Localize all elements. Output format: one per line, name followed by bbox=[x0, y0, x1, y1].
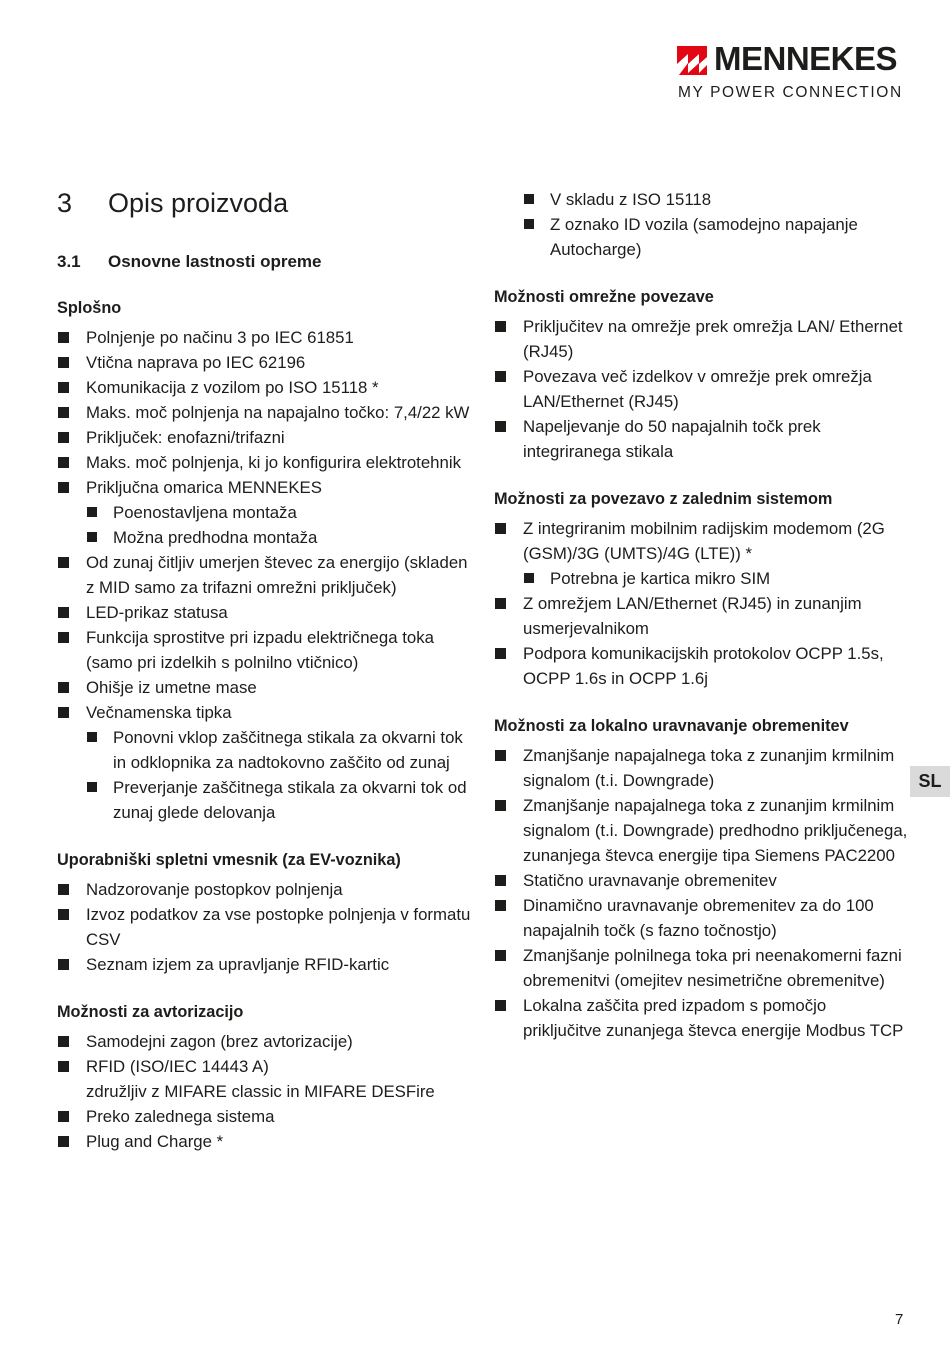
general-heading: Splošno bbox=[57, 299, 122, 317]
list-item bbox=[57, 1054, 472, 1104]
brand-tagline: MY POWER CONNECTION bbox=[678, 84, 903, 101]
web-interface-heading: Uporabniški spletni vmesnik (za EV-voznika) bbox=[57, 851, 401, 869]
list-item: Priključek: enofazni/trifazni bbox=[57, 425, 472, 450]
sub-list-item: Preverjanje zaščitnega stikala za okvarni tok od zunaj glede delovanja bbox=[86, 775, 472, 825]
list-item: Lokalna zaščita pred izpadom s pomočjo priključitve zunanjega števca energije Modbus TCP bbox=[494, 993, 909, 1043]
language-tab: SL bbox=[910, 766, 950, 797]
load-management-heading: Možnosti za lokalno uravnavanje obremenitev bbox=[494, 717, 849, 735]
list-item-text: Večnamenska tipka bbox=[86, 703, 232, 722]
plug-charge-sub-list bbox=[494, 187, 909, 262]
section-title: Osnovne lastnosti opreme bbox=[108, 252, 322, 271]
list-item bbox=[57, 700, 472, 825]
list-item: Samodejni zagon (brez avtorizacije) bbox=[57, 1029, 472, 1054]
page-number: 7 bbox=[895, 1311, 904, 1328]
list-item: Povezava več izdelkov v omrežje prek omrežja LAN/Ethernet (RJ45) bbox=[494, 364, 909, 414]
authorization-list bbox=[57, 1029, 472, 1154]
sub-list bbox=[86, 725, 472, 825]
list-item: Dinamično uravnavanje obremenitev za do 100 napajalnih točk (s fazno točnostjo) bbox=[494, 893, 909, 943]
list-item: Seznam izjem za upravljanje RFID-kartic bbox=[57, 952, 472, 977]
list-item: Maks. moč polnjenja, ki jo konfigurira elektrotehnik bbox=[57, 450, 472, 475]
list-item: Napeljevanje do 50 napajalnih točk prek integriranega stikala bbox=[494, 414, 909, 464]
list-item: Zmanjšanje polnilnega toka pri neenakomerni fazni obremenitvi (omejitev nesimetrične obremenitve) bbox=[494, 943, 909, 993]
list-item: Izvoz podatkov za vse postopke polnjenja v formatu CSV bbox=[57, 902, 472, 952]
list-item: LED-prikaz statusa bbox=[57, 600, 472, 625]
brand-name: MENNEKES bbox=[714, 40, 898, 77]
list-item-text: RFID (ISO/IEC 14443 A) bbox=[86, 1057, 269, 1076]
sub-list-item: V skladu z ISO 15118 bbox=[523, 187, 909, 212]
sub-list-item: Z oznako ID vozila (samodejno napajanje Autocharge) bbox=[523, 212, 909, 262]
list-item: Z omrežjem LAN/Ethernet (RJ45) in zunanjim usmerjevalnikom bbox=[494, 591, 909, 641]
load-management-list bbox=[494, 743, 909, 1043]
list-item: Komunikacija z vozilom po ISO 15118 * bbox=[57, 375, 472, 400]
right-column bbox=[494, 187, 909, 1043]
list-item bbox=[494, 516, 909, 591]
network-list bbox=[494, 314, 909, 464]
sub-list-item: Potrebna je kartica mikro SIM bbox=[523, 566, 909, 591]
list-item: Nadzorovanje postopkov polnjenja bbox=[57, 877, 472, 902]
sub-list-item: Ponovni vklop zaščitnega stikala za okvarni tok in odklopnika za nadtokovno zaščito od zunaj bbox=[86, 725, 472, 775]
backend-heading: Možnosti za povezavo z zalednim sistemom bbox=[494, 490, 833, 508]
web-interface-list bbox=[57, 877, 472, 977]
list-item: Vtična naprava po IEC 62196 bbox=[57, 350, 472, 375]
list-item: Maks. moč polnjenja na napajalno točko: 7,4/22 kW bbox=[57, 400, 472, 425]
chapter-number: 3 bbox=[57, 188, 73, 218]
list-item: Podpora komunikacijskih protokolov OCPP 1.5s, OCPP 1.6s in OCPP 1.6j bbox=[494, 641, 909, 691]
list-item: Funkcija sprostitve pri izpadu električnega toka (samo pri izdelkih s polnilno vtičnico) bbox=[57, 625, 472, 675]
list-item: Polnjenje po načinu 3 po IEC 61851 bbox=[57, 325, 472, 350]
sub-list bbox=[523, 566, 909, 591]
network-heading: Možnosti omrežne povezave bbox=[494, 288, 714, 306]
left-column bbox=[57, 296, 472, 1154]
sub-list-item: Poenostavljena montaža bbox=[86, 500, 472, 525]
list-item: Od zunaj čitljiv umerjen števec za energijo (skladen z MID samo za trifazni omrežni priključek) bbox=[57, 550, 472, 600]
backend-list bbox=[494, 516, 909, 691]
list-item-text: Z integriranim mobilnim radijskim modemom (2G (GSM)/3G (UMTS)/4G (LTE)) * bbox=[523, 519, 885, 563]
chapter-title: Opis proizvoda bbox=[108, 188, 289, 218]
list-item: Statično uravnavanje obremenitev bbox=[494, 868, 909, 893]
sub-list-item: Možna predhodna montaža bbox=[86, 525, 472, 550]
general-list bbox=[57, 325, 472, 825]
list-item: Plug and Charge * bbox=[57, 1129, 472, 1154]
list-item bbox=[57, 475, 472, 550]
list-item: Ohišje iz umetne mase bbox=[57, 675, 472, 700]
list-item: Preko zalednega sistema bbox=[57, 1104, 472, 1129]
list-item-text-line2: združljiv z MIFARE classic in MIFARE DESFire bbox=[86, 1082, 435, 1101]
list-item: Zmanjšanje napajalnega toka z zunanjim krmilnim signalom (t.i. Downgrade) predhodno priključenega, zunanjega števca energije tipa Siemens PAC2200 bbox=[494, 793, 909, 868]
authorization-heading: Možnosti za avtorizacijo bbox=[57, 1003, 244, 1021]
sub-list bbox=[86, 500, 472, 550]
list-item: Priključitev na omrežje prek omrežja LAN/ Ethernet (RJ45) bbox=[494, 314, 909, 364]
mennekes-logo bbox=[677, 40, 905, 104]
mennekes-mark-icon bbox=[677, 46, 707, 75]
section-number: 3.1 bbox=[57, 252, 81, 271]
list-item-text: Priključna omarica MENNEKES bbox=[86, 478, 322, 497]
list-item: Zmanjšanje napajalnega toka z zunanjim krmilnim signalom (t.i. Downgrade) bbox=[494, 743, 909, 793]
